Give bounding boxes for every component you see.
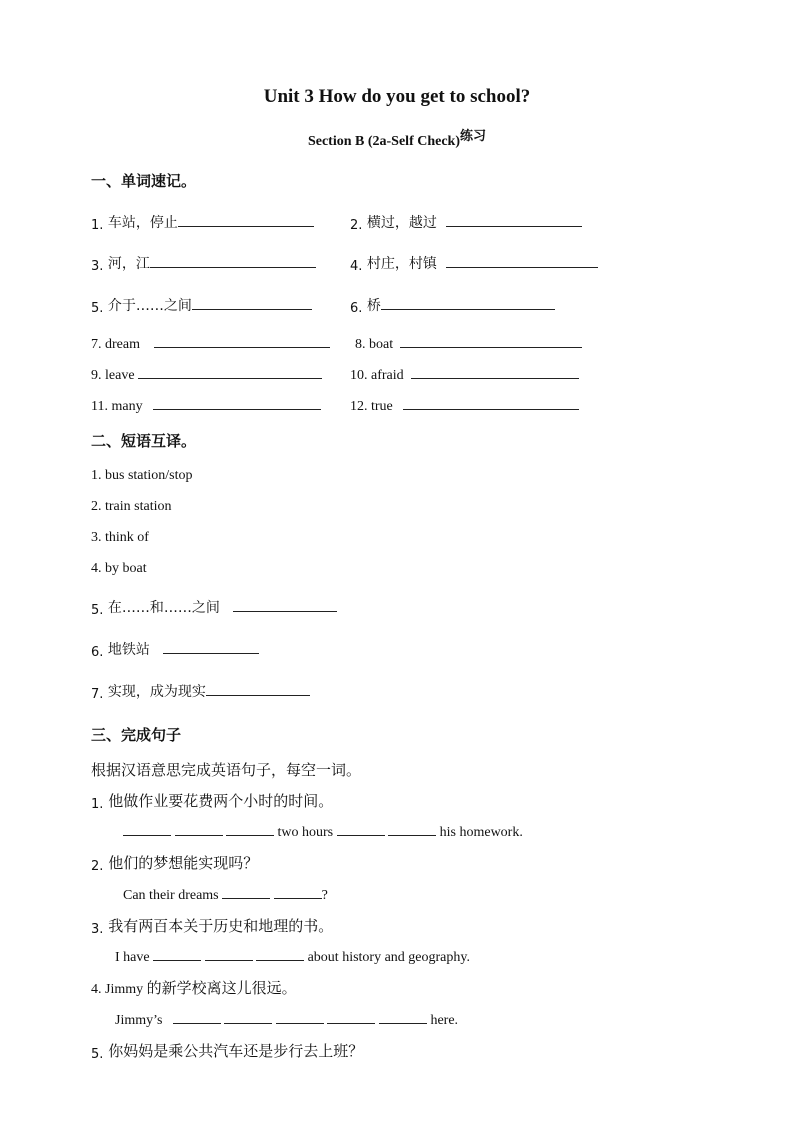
answer-blank[interactable] — [205, 946, 253, 961]
answer-blank[interactable] — [123, 821, 171, 836]
answer-blank[interactable] — [327, 1009, 375, 1024]
answer-blank[interactable] — [379, 1009, 427, 1024]
answer-blank[interactable] — [256, 946, 304, 961]
answer-blank[interactable] — [274, 884, 322, 899]
phrase-item-1: 1. bus station/stop — [91, 468, 193, 483]
vocab-item-4: 4. 村庄，村镇 — [350, 253, 598, 273]
answer-blank[interactable] — [403, 395, 579, 410]
page-subtitle — [0, 130, 794, 150]
answer-blank[interactable] — [173, 1009, 221, 1024]
sentence-q4-en: Jimmy’s here. — [115, 1009, 458, 1029]
vocab-item-11: 11. many — [91, 395, 321, 415]
phrase-item-2: 2. train station — [91, 499, 172, 514]
vocab-item-1: 1. 车站，停止 — [91, 212, 314, 232]
section2-heading: 二、短语互译。 — [91, 432, 197, 450]
answer-blank[interactable] — [224, 1009, 272, 1024]
sentence-q3-zh: 3. 我有两百本关于历史和地理的书。 — [91, 917, 334, 937]
answer-blank[interactable] — [337, 821, 385, 836]
answer-blank[interactable] — [153, 946, 201, 961]
phrase-item-7: 7. 实现，成为现实 — [91, 681, 310, 701]
sentence-q1-en: two hours his homework. — [123, 821, 523, 841]
answer-blank[interactable] — [388, 821, 436, 836]
answer-blank[interactable] — [175, 821, 223, 836]
sentence-q1-zh: 1. 他做作业要花费两个小时的时间。 — [91, 792, 334, 812]
answer-blank[interactable] — [163, 639, 259, 654]
vocab-item-5: 5. 介于……之间 — [91, 295, 312, 315]
answer-blank[interactable] — [206, 681, 310, 696]
answer-blank[interactable] — [276, 1009, 324, 1024]
phrase-item-3: 3. think of — [91, 530, 149, 545]
section3-heading: 三、完成句子 — [91, 726, 182, 744]
subtitle-main: Section B (2a-Self Check) — [307, 134, 461, 149]
vocab-item-6: 6. 桥 — [350, 295, 555, 315]
answer-blank[interactable] — [446, 253, 598, 268]
vocab-item-8: 8. boat — [355, 333, 582, 353]
answer-blank[interactable] — [153, 395, 321, 410]
answer-blank[interactable] — [150, 253, 316, 268]
sentence-q2-zh: 2. 他们的梦想能实现吗？ — [91, 854, 259, 874]
answer-blank[interactable] — [446, 212, 582, 227]
sentence-q3-en: I have about history and geography. — [115, 946, 470, 966]
phrase-item-4: 4. by boat — [91, 561, 147, 576]
sentence-q5-zh: 5. 你妈妈是乘公共汽车还是步行去上班？ — [91, 1042, 364, 1062]
answer-blank[interactable] — [381, 295, 555, 310]
section3-instruction: 根据汉语意思完成英语句子，每空一词。 — [91, 761, 362, 779]
section1-heading: 一、单词速记。 — [91, 172, 197, 190]
answer-blank[interactable] — [226, 821, 274, 836]
vocab-item-2: 2. 横过，越过 — [350, 212, 582, 232]
sentence-q4-zh: 4. Jimmy 的新学校离这儿很远。 — [91, 979, 297, 997]
vocab-item-7: 7. dream — [91, 333, 330, 353]
answer-blank[interactable] — [400, 333, 582, 348]
page-title: Unit 3 How do you get to school? — [263, 86, 531, 107]
vocab-item-3: 3. 河，江 — [91, 253, 316, 273]
answer-blank[interactable] — [154, 333, 330, 348]
vocab-item-12: 12. true — [350, 395, 579, 415]
answer-blank[interactable] — [411, 364, 579, 379]
answer-blank[interactable] — [178, 212, 314, 227]
answer-blank[interactable] — [222, 884, 270, 899]
sentence-q2-en: Can their dreams ? — [123, 884, 328, 904]
answer-blank[interactable] — [192, 295, 312, 310]
answer-blank[interactable] — [233, 597, 337, 612]
answer-blank[interactable] — [138, 364, 322, 379]
vocab-item-9: 9. leave — [91, 364, 322, 384]
phrase-item-5: 5. 在……和……之间 — [91, 597, 337, 617]
subtitle-zh: 练习 — [460, 129, 487, 144]
phrase-item-6: 6. 地铁站 — [91, 639, 259, 659]
vocab-item-10: 10. afraid — [350, 364, 579, 384]
